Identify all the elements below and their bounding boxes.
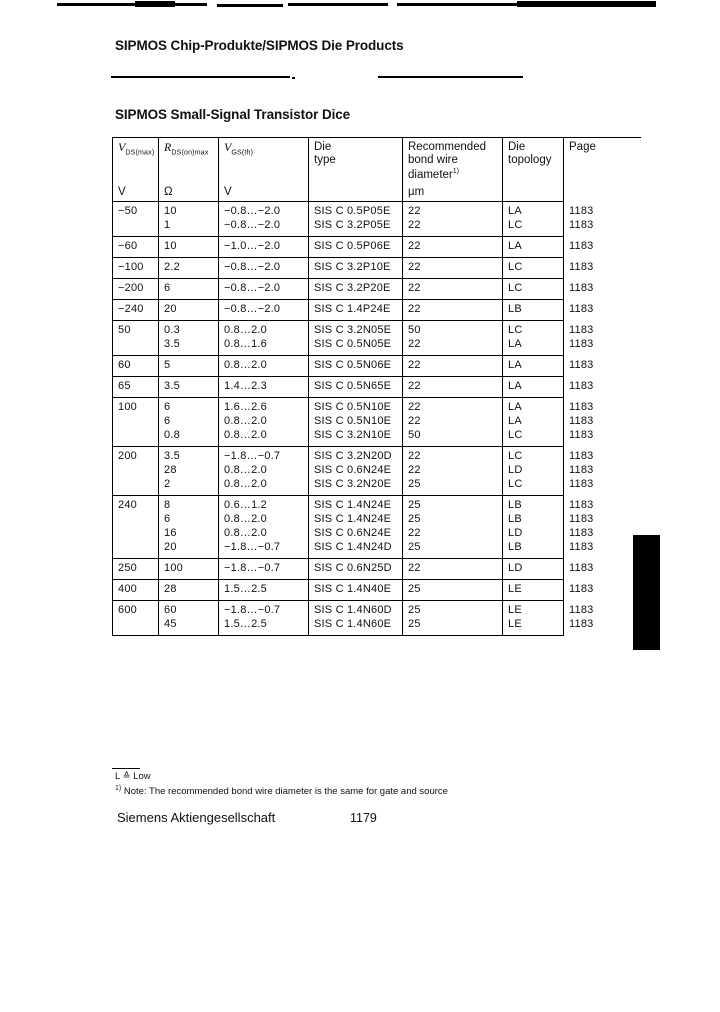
topology-cell: LD bbox=[503, 463, 564, 477]
vgs-cell: 0.8…2.0 bbox=[219, 512, 309, 526]
topology-cell: LC bbox=[503, 258, 564, 279]
table-row bbox=[113, 414, 641, 428]
row-group-vds-600 bbox=[113, 601, 641, 636]
topology-cell: LA bbox=[503, 337, 564, 356]
row-group-vds-100 bbox=[113, 398, 641, 447]
column-header-vds: $V_{DS(max)}$ V bbox=[113, 138, 159, 202]
table-header-row bbox=[113, 138, 641, 202]
topology-cell: LC bbox=[503, 218, 564, 237]
topology-cell: LA bbox=[503, 202, 564, 219]
page-cell: 1183 bbox=[564, 258, 641, 279]
topology-cell: LA bbox=[503, 398, 564, 415]
page-cell: 1183 bbox=[564, 237, 641, 258]
wire-diameter-cell: 22 bbox=[403, 398, 503, 415]
vds-cell bbox=[113, 512, 159, 526]
row-group-vds-240 bbox=[113, 496, 641, 559]
topology-cell: LA bbox=[503, 237, 564, 258]
topology-cell: LE bbox=[503, 580, 564, 601]
row-group-vds-60 bbox=[113, 356, 641, 377]
scan-artifact-bar bbox=[57, 3, 207, 6]
wire-diameter-cell: 25 bbox=[403, 512, 503, 526]
wire-diameter-cell: 25 bbox=[403, 496, 503, 513]
wire-diameter-cell: 25 bbox=[403, 617, 503, 636]
rds-cell: 6 bbox=[159, 279, 219, 300]
table-row bbox=[113, 477, 641, 496]
page-cell: 1183 bbox=[564, 601, 641, 618]
rds-cell: 100 bbox=[159, 559, 219, 580]
die-type-cell: SIS C 0.5N06E bbox=[309, 356, 403, 377]
vds-cell bbox=[113, 617, 159, 636]
column-header-vgs: $V_{GS(th)}$ V bbox=[219, 138, 309, 202]
page-cell: 1183 bbox=[564, 559, 641, 580]
topology-cell: LA bbox=[503, 356, 564, 377]
vds-cell bbox=[113, 414, 159, 428]
topology-cell: LB bbox=[503, 512, 564, 526]
rds-cell: 16 bbox=[159, 526, 219, 540]
vgs-cell: −1.8…−0.7 bbox=[219, 601, 309, 618]
wire-diameter-cell: 22 bbox=[403, 377, 503, 398]
page-cell: 1183 bbox=[564, 463, 641, 477]
vds-cell: 400 bbox=[113, 580, 159, 601]
vds-cell: −60 bbox=[113, 237, 159, 258]
wire-diameter-cell: 22 bbox=[403, 218, 503, 237]
wire-diameter-cell: 22 bbox=[403, 258, 503, 279]
rds-cell: 5 bbox=[159, 356, 219, 377]
row-group-vds-minus50 bbox=[113, 202, 641, 237]
die-type-cell: SIS C 0.6N24E bbox=[309, 463, 403, 477]
table-row bbox=[113, 447, 641, 464]
vds-cell: 600 bbox=[113, 601, 159, 618]
wire-diameter-cell: 22 bbox=[403, 237, 503, 258]
rds-cell: 6 bbox=[159, 414, 219, 428]
row-group-vds-65 bbox=[113, 377, 641, 398]
page-cell: 1183 bbox=[564, 617, 641, 636]
rds-cell: 10 bbox=[159, 237, 219, 258]
page-cell: 1183 bbox=[564, 300, 641, 321]
die-type-cell: SIS C 1.4N24E bbox=[309, 496, 403, 513]
wire-diameter-cell: 50 bbox=[403, 428, 503, 447]
row-group-vds-minus60 bbox=[113, 237, 641, 258]
vgs-cell: −1.8…−0.7 bbox=[219, 447, 309, 464]
divider-rule-dot bbox=[292, 77, 295, 79]
section-title: SIPMOS Small-Signal Transistor Dice bbox=[115, 107, 351, 122]
column-header-rds: $R_{DS(on)max}$ Ω bbox=[159, 138, 219, 202]
die-type-cell: SIS C 1.4N24D bbox=[309, 540, 403, 559]
row-group-vds-minus100 bbox=[113, 258, 641, 279]
table-row bbox=[113, 601, 641, 618]
row-group-vds-50 bbox=[113, 321, 641, 356]
vgs-cell: 0.8…2.0 bbox=[219, 356, 309, 377]
die-type-cell: SIS C 1.4N40E bbox=[309, 580, 403, 601]
table-row bbox=[113, 300, 641, 321]
page-cell: 1183 bbox=[564, 337, 641, 356]
document-title: SIPMOS Chip-Produkte/SIPMOS Die Products bbox=[115, 38, 404, 53]
die-type-cell: SIS C 0.5N10E bbox=[309, 414, 403, 428]
die-type-cell: SIS C 3.2N20E bbox=[309, 477, 403, 496]
rds-cell: 20 bbox=[159, 300, 219, 321]
wire-diameter-cell: 22 bbox=[403, 447, 503, 464]
page-cell: 1183 bbox=[564, 356, 641, 377]
table-row bbox=[113, 321, 641, 338]
rds-cell: 3.5 bbox=[159, 337, 219, 356]
topology-cell: LE bbox=[503, 601, 564, 618]
vgs-cell: 0.8…2.0 bbox=[219, 414, 309, 428]
vds-cell bbox=[113, 540, 159, 559]
vgs-cell: −1.8…−0.7 bbox=[219, 559, 309, 580]
row-group-vds-250 bbox=[113, 559, 641, 580]
column-header-topology: Die topology bbox=[503, 138, 564, 202]
table-row bbox=[113, 356, 641, 377]
table-row bbox=[113, 258, 641, 279]
vds-cell: 50 bbox=[113, 321, 159, 338]
column-header-die: Die type bbox=[309, 138, 403, 202]
rds-cell: 2 bbox=[159, 477, 219, 496]
vds-cell: 100 bbox=[113, 398, 159, 415]
table-row bbox=[113, 559, 641, 580]
wire-diameter-cell: 50 bbox=[403, 321, 503, 338]
page-cell: 1183 bbox=[564, 512, 641, 526]
vgs-cell: −1.0…−2.0 bbox=[219, 237, 309, 258]
vds-cell: −200 bbox=[113, 279, 159, 300]
column-header-page: Page bbox=[564, 138, 641, 202]
die-type-cell: SIS C 0.6N25D bbox=[309, 559, 403, 580]
rds-cell: 20 bbox=[159, 540, 219, 559]
rds-cell: 1 bbox=[159, 218, 219, 237]
table-row bbox=[113, 202, 641, 219]
vds-cell bbox=[113, 218, 159, 237]
vgs-cell: 0.8…1.6 bbox=[219, 337, 309, 356]
table-row bbox=[113, 428, 641, 447]
page-cell: 1183 bbox=[564, 540, 641, 559]
vds-cell: −240 bbox=[113, 300, 159, 321]
rds-cell: 45 bbox=[159, 617, 219, 636]
scan-artifact-bar bbox=[217, 4, 283, 7]
vgs-cell: −1.8…−0.7 bbox=[219, 540, 309, 559]
table-row bbox=[113, 463, 641, 477]
die-type-cell: SIS C 3.2N20D bbox=[309, 447, 403, 464]
topology-cell: LD bbox=[503, 559, 564, 580]
wire-diameter-cell: 22 bbox=[403, 559, 503, 580]
die-type-cell: SIS C 3.2P10E bbox=[309, 258, 403, 279]
wire-diameter-cell: 22 bbox=[403, 526, 503, 540]
wire-diameter-cell: 25 bbox=[403, 540, 503, 559]
footnote-rule bbox=[112, 768, 140, 769]
rds-cell: 28 bbox=[159, 580, 219, 601]
wire-diameter-cell: 22 bbox=[403, 356, 503, 377]
die-type-cell: SIS C 0.5N05E bbox=[309, 337, 403, 356]
footnote-marker: 1) bbox=[115, 785, 122, 792]
page-cell: 1183 bbox=[564, 218, 641, 237]
table-row bbox=[113, 512, 641, 526]
table-row bbox=[113, 237, 641, 258]
vds-cell: −100 bbox=[113, 258, 159, 279]
scan-artifact-bar bbox=[288, 3, 388, 6]
vds-cell bbox=[113, 526, 159, 540]
vds-cell bbox=[113, 337, 159, 356]
scan-artifact-bar bbox=[135, 1, 175, 7]
footnote-text: Note: The recommended bond wire diameter is the same for gate and source bbox=[121, 786, 448, 798]
wire-diameter-cell: 25 bbox=[403, 580, 503, 601]
topology-cell: LC bbox=[503, 477, 564, 496]
vgs-cell: 0.8…2.0 bbox=[219, 321, 309, 338]
die-type-cell: SIS C 3.2P20E bbox=[309, 279, 403, 300]
table-row bbox=[113, 398, 641, 415]
die-type-cell: SIS C 0.5N10E bbox=[309, 398, 403, 415]
page-cell: 1183 bbox=[564, 414, 641, 428]
rds-cell: 28 bbox=[159, 463, 219, 477]
vgs-cell: −0.8…−2.0 bbox=[219, 300, 309, 321]
table-row bbox=[113, 279, 641, 300]
divider-rule-right bbox=[378, 76, 523, 78]
table-row bbox=[113, 540, 641, 559]
die-type-cell: SIS C 0.5P06E bbox=[309, 237, 403, 258]
page-cell: 1183 bbox=[564, 202, 641, 219]
rds-cell: 3.5 bbox=[159, 447, 219, 464]
vgs-cell: 1.6…2.6 bbox=[219, 398, 309, 415]
vds-cell bbox=[113, 477, 159, 496]
page-cell: 1183 bbox=[564, 580, 641, 601]
table-row bbox=[113, 377, 641, 398]
die-type-cell: SIS C 0.5P05E bbox=[309, 202, 403, 219]
vgs-cell: 1.5…2.5 bbox=[219, 617, 309, 636]
rds-cell: 6 bbox=[159, 512, 219, 526]
page-cell: 1183 bbox=[564, 398, 641, 415]
topology-cell: LC bbox=[503, 447, 564, 464]
wire-diameter-cell: 22 bbox=[403, 337, 503, 356]
wire-diameter-cell: 22 bbox=[403, 300, 503, 321]
die-type-cell: SIS C 1.4N24E bbox=[309, 512, 403, 526]
wire-diameter-cell: 22 bbox=[403, 463, 503, 477]
wire-diameter-cell: 25 bbox=[403, 477, 503, 496]
table-header bbox=[113, 138, 641, 202]
topology-cell: LA bbox=[503, 414, 564, 428]
rds-cell: 2.2 bbox=[159, 258, 219, 279]
table-row bbox=[113, 218, 641, 237]
footer-page-number: 1179 bbox=[350, 811, 377, 825]
table-row bbox=[113, 580, 641, 601]
page-cell: 1183 bbox=[564, 447, 641, 464]
footer-company-name: Siemens Aktiengesellschaft bbox=[117, 810, 276, 825]
vgs-cell: 1.4…2.3 bbox=[219, 377, 309, 398]
rds-cell: 10 bbox=[159, 202, 219, 219]
vgs-cell: 0.8…2.0 bbox=[219, 526, 309, 540]
vgs-cell: 1.5…2.5 bbox=[219, 580, 309, 601]
topology-cell: LE bbox=[503, 617, 564, 636]
topology-cell: LB bbox=[503, 496, 564, 513]
vds-cell: 200 bbox=[113, 447, 159, 464]
vds-cell: 240 bbox=[113, 496, 159, 513]
die-type-cell: SIS C 3.2N10E bbox=[309, 428, 403, 447]
rds-cell: 3.5 bbox=[159, 377, 219, 398]
vds-cell: 60 bbox=[113, 356, 159, 377]
topology-cell: LD bbox=[503, 526, 564, 540]
topology-cell: LB bbox=[503, 300, 564, 321]
row-group-vds-minus200 bbox=[113, 279, 641, 300]
table-row bbox=[113, 526, 641, 540]
table-row bbox=[113, 337, 641, 356]
die-type-cell: SIS C 1.4N60D bbox=[309, 601, 403, 618]
footnote-legend: L ≙ Low bbox=[115, 771, 151, 782]
page-cell: 1183 bbox=[564, 428, 641, 447]
table-row bbox=[113, 617, 641, 636]
vgs-cell: 0.8…2.0 bbox=[219, 477, 309, 496]
divider-rule-left bbox=[111, 76, 290, 78]
vgs-cell: −0.8…−2.0 bbox=[219, 279, 309, 300]
page-cell: 1183 bbox=[564, 526, 641, 540]
vgs-cell: −0.8…−2.0 bbox=[219, 218, 309, 237]
column-header-wire: Recommended bond wire diameter$^{1)}$ µm bbox=[403, 138, 503, 202]
page-cell: 1183 bbox=[564, 477, 641, 496]
die-type-cell: SIS C 0.6N24E bbox=[309, 526, 403, 540]
vgs-cell: 0.8…2.0 bbox=[219, 428, 309, 447]
rds-cell: 8 bbox=[159, 496, 219, 513]
page-cell: 1183 bbox=[564, 321, 641, 338]
vds-cell: −50 bbox=[113, 202, 159, 219]
die-type-cell: SIS C 1.4N60E bbox=[309, 617, 403, 636]
wire-diameter-cell: 22 bbox=[403, 414, 503, 428]
rds-cell: 0.8 bbox=[159, 428, 219, 447]
table-row bbox=[113, 496, 641, 513]
die-type-cell: SIS C 3.2P05E bbox=[309, 218, 403, 237]
wire-diameter-cell: 22 bbox=[403, 202, 503, 219]
vgs-cell: −0.8…−2.0 bbox=[219, 258, 309, 279]
rds-cell: 60 bbox=[159, 601, 219, 618]
footnote-note bbox=[115, 783, 448, 797]
topology-cell: LC bbox=[503, 428, 564, 447]
page-cell: 1183 bbox=[564, 496, 641, 513]
vds-cell: 65 bbox=[113, 377, 159, 398]
vgs-cell: −0.8…−2.0 bbox=[219, 202, 309, 219]
wire-diameter-cell: 22 bbox=[403, 279, 503, 300]
wire-diameter-cell: 25 bbox=[403, 601, 503, 618]
vds-cell: 250 bbox=[113, 559, 159, 580]
topology-cell: LA bbox=[503, 377, 564, 398]
vgs-cell: 0.8…2.0 bbox=[219, 463, 309, 477]
page-cell: 1183 bbox=[564, 279, 641, 300]
row-group-vds-400 bbox=[113, 580, 641, 601]
topology-cell: LC bbox=[503, 279, 564, 300]
scan-artifact-bar bbox=[517, 1, 656, 7]
page-cell: 1183 bbox=[564, 377, 641, 398]
row-group-vds-200 bbox=[113, 447, 641, 496]
die-type-cell: SIS C 1.4P24E bbox=[309, 300, 403, 321]
vds-cell bbox=[113, 428, 159, 447]
rds-cell: 0.3 bbox=[159, 321, 219, 338]
die-type-cell: SIS C 0.5N65E bbox=[309, 377, 403, 398]
row-group-vds-minus240 bbox=[113, 300, 641, 321]
die-type-cell: SIS C 3.2N05E bbox=[309, 321, 403, 338]
rds-cell: 6 bbox=[159, 398, 219, 415]
topology-cell: LB bbox=[503, 540, 564, 559]
thumb-index-tab bbox=[633, 535, 660, 650]
topology-cell: LC bbox=[503, 321, 564, 338]
transistor-dice-table bbox=[112, 137, 641, 636]
vgs-cell: 0.6…1.2 bbox=[219, 496, 309, 513]
vds-cell bbox=[113, 463, 159, 477]
